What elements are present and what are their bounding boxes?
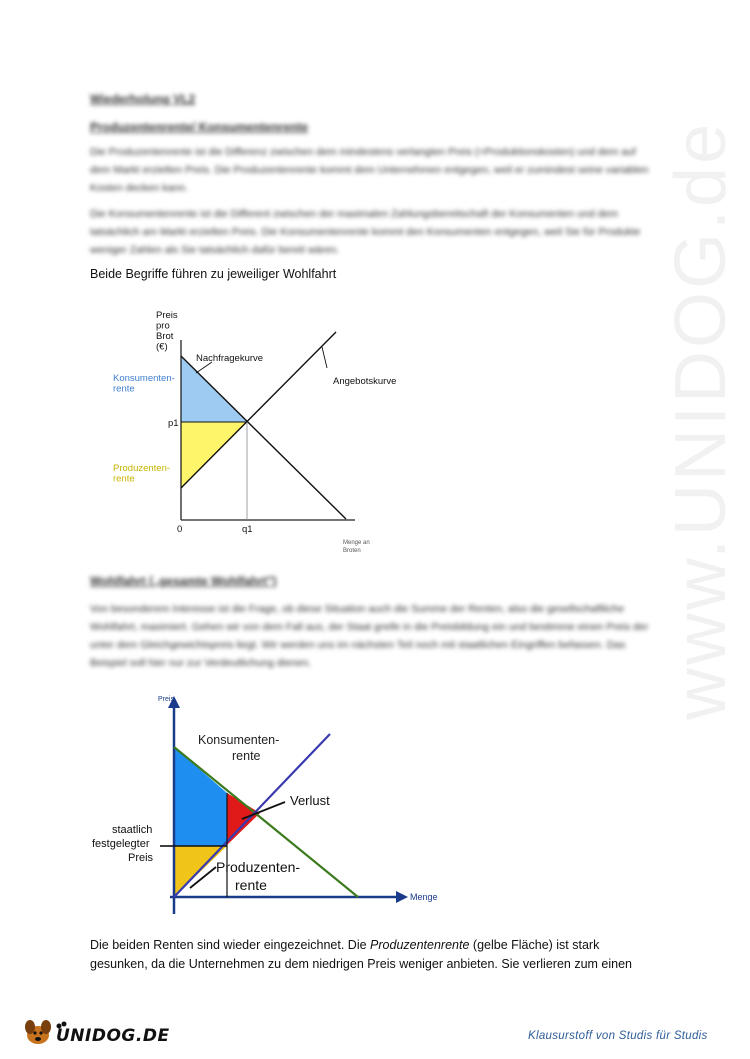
welfare-loss-diagram [90,692,470,927]
producer-surplus-label: Produzenten- rente [113,463,171,485]
p1-label: p1 [168,418,179,429]
closing-emphasis: Produzentenrente [370,938,470,952]
consumer-surplus-label: Konsumenten- rente [113,373,175,395]
heading-wiederholung: Wiederholung VL2 [90,92,196,106]
x-axis-label: Menge [410,892,438,902]
y-axis-label: Preis pro Brot (€) [156,310,178,353]
consumer-surplus-fill [174,747,227,846]
supply-label: Angebotskurve [333,376,397,387]
supply-pointer [322,347,327,368]
heading-wohlfahrt: Wohlfahrt („gesamte Wohlfahrt") [90,574,277,588]
surplus-diagram [100,300,420,565]
closing-line-1 [90,936,599,955]
loss-label: Verlust [290,793,330,808]
closing-line-1-end: (gelbe Fläche) ist stark [469,938,600,952]
y-axis-label: Preis [158,696,174,703]
demand-label: Nachfragekurve [196,353,264,364]
x-axis-arrow [396,891,408,903]
closing-line-1-start: Die beiden Renten sind wieder eingezeichnet. Die [90,938,371,952]
footer-logo-text: UNIDOG.DE [56,1026,170,1046]
paragraph-wohlfahrt: Von besonderem Interesse ist die Frage, ob diese Situation auch die Summe der Renten, also die gesellschaftliche Wohlfahrt, maximiert. Gehen wir von dem Fall aus, der Staat greife in die Preisbildung ein und bestimme einen Preis der unter dem Gleichgewichtspreis liegt. Wir werden uns im nächsten Teil noch mit staatlichen Eingriffen befassen. Das Beispiel soll hier nur zur Verdeutlichung dienen. [90,603,649,669]
closing-line-2: gesunken, da die Unternehmen zu dem niedrigen Preis weniger anbieten. Sie verlieren zum einen [90,957,632,971]
consumer-surplus-label: Konsumenten- rente [198,733,280,763]
paragraph-produzentenrente: Die Produzentenrente ist die Differenz zwischen dem mindestens verlangten Preis (=Produktionskosten) und dem auf dem Markt erzielten Preis. Die Produzentenrente kommt dem Unternehmen entgegen, weil er zumindest seine variablen Kosten decken kann. [90,146,649,194]
watermark: www.UNIDOG.de [661,120,741,720]
set-price-label: staatlich festgelegter Preis [92,824,154,864]
heading-renten: Produzentenrente/ Konsumentenrente [90,120,309,134]
paragraph-konsumentenrente: Die Konsumentenrente ist die Different zwischen der maximalen Zahlungsbereitschaft der Konsumenten und dem tatsächlich am Markt erzielten Preis. Die Konsumentenrente kommt den Konsumenten entgegen, weil Sie für Produkte weniger Zahlen als Sie tatsächlich dafür bereit wären. [90,208,641,256]
q1-label: q1 [242,524,253,535]
producer-surplus-label: Produzenten- rente [216,859,301,893]
summary-text: Beide Begriffe führen zu jeweiliger Wohlfahrt [90,267,337,281]
origin-label: 0 [177,524,183,535]
x-axis-label: Menge an Broten [343,540,370,554]
footer-tagline: Klausurstoff von Studis für Studis [528,1030,708,1042]
